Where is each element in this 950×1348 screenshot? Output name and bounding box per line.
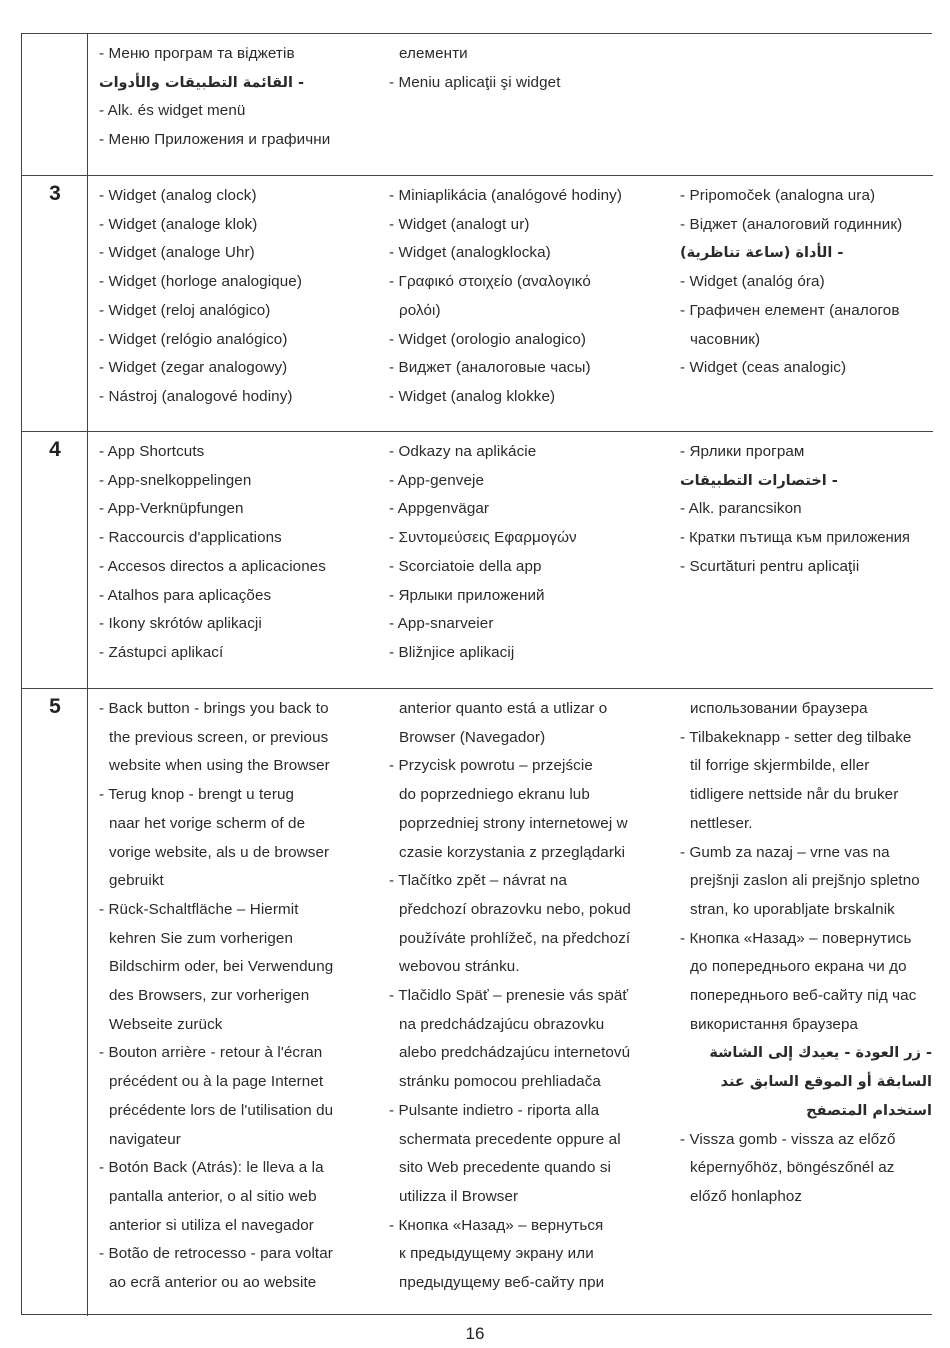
table-row [22, 689, 933, 1316]
list-item: stránku pomocou prehliadača [399, 1073, 601, 1091]
row-cell-col1 [99, 695, 371, 1298]
list-item: часовник) [690, 330, 761, 348]
row-cell-col1 [99, 182, 371, 412]
list-item: - Rück-Schaltfläche – Hiermit [99, 900, 299, 918]
list-item: - Widget (relógio analógico) [99, 330, 288, 348]
list-item: naar het vorige scherm of de [109, 814, 306, 832]
list-item: précédente lors de l'utilisation du [109, 1101, 334, 1119]
row-cell-col3 [680, 695, 932, 1212]
list-item: - App Shortcuts [99, 443, 205, 460]
list-item: السابقة أو الموقع السابق عند [720, 1074, 932, 1091]
list-item: - Botão de retrocesso - para voltar [99, 1245, 333, 1263]
list-item: ρολόι) [399, 301, 441, 319]
list-item: na predchádzajúcu obrazovku [399, 1015, 605, 1033]
list-item: utilizza il Browser [399, 1187, 519, 1205]
list-item: - Accesos directos a aplicaciones [99, 557, 327, 575]
list-item: - Appgenvägar [389, 500, 490, 518]
list-item: - Виджет (аналоговые часы) [389, 359, 591, 377]
list-item: предыдущему веб-сайту при [399, 1274, 605, 1292]
list-item: - Raccourcis d'applications [99, 529, 282, 547]
list-item: - Tlačítko zpět – návrat na [389, 872, 568, 890]
list-item: - Bouton arrière - retour à l'écran [99, 1044, 323, 1062]
list-item: - Графичен елемент (аналогов [680, 301, 900, 319]
row-cell-col1 [99, 40, 371, 155]
list-item: - App-snarveier [389, 615, 494, 633]
list-item: - Widget (analog klokke) [389, 387, 556, 405]
list-item: poprzedniej strony internetowej w [399, 814, 628, 832]
list-item: - Widget (analogklocka) [389, 244, 551, 262]
list-item: - Gumb za nazaj – vrne vas na [680, 843, 890, 861]
list-item: anterior si utiliza el navegador [109, 1216, 314, 1234]
list-item: - Widget (analoge Uhr) [99, 244, 255, 262]
row-number-cell [22, 689, 88, 1316]
list-item: использовании браузера [690, 700, 868, 717]
list-item: до попереднього екрана чи до [690, 958, 907, 976]
list-item: stran, ko uporabljate brskalnik [690, 900, 895, 918]
list-item: - زر العودة - يعيدك إلى الشاشة [709, 1045, 932, 1062]
list-item: des Browsers, zur vorherigen [109, 987, 310, 1005]
list-item: anterior quanto está a utlizar o [399, 700, 608, 717]
list-item: - Widget (analóg óra) [680, 273, 825, 291]
list-item: - Widget (analoge klok) [99, 215, 258, 233]
list-item: előző honlaphoz [690, 1187, 803, 1205]
row-cell-col3 [680, 182, 932, 383]
list-item: - Кратки пътища към приложения [680, 530, 911, 547]
list-item: - Meniu aplicaţii şi widget [389, 73, 561, 91]
list-item: - Συντομεύσεις Εφαρμογών [389, 529, 577, 547]
list-item: - Меню Приложения и графични [99, 131, 331, 149]
list-item: попереднього веб-сайту під час [690, 987, 917, 1005]
list-item: - Widget (ceas analogic) [680, 359, 847, 377]
list-item: précédent ou à la page Internet [109, 1073, 324, 1091]
row-number-cell [22, 176, 88, 431]
row-number: 4 [49, 438, 61, 461]
list-item: - App-Verknüpfungen [99, 500, 244, 518]
list-item: képernyőhöz, böngészőnél az [690, 1159, 895, 1177]
list-item: - Nástroj (analogové hodiny) [99, 387, 293, 405]
list-item: - Pripomoček (analogna ura) [680, 187, 876, 204]
list-item: - Back button - brings you back to [99, 700, 329, 717]
row-number-cell [22, 34, 88, 175]
row-number-cell [22, 432, 88, 688]
list-item: Bildschirm oder, bei Verwendung [109, 958, 334, 976]
list-item: - Miniaplikácia (analógové hodiny) [389, 187, 623, 204]
list-item: alebo predchádzajúcu internetovú [399, 1044, 631, 1062]
list-item: - Ikony skrótów aplikacji [99, 615, 262, 633]
row-number: 3 [49, 182, 61, 205]
list-item: til forrige skjermbilde, eller [690, 757, 870, 775]
list-item: prejšnji zaslon ali prejšnjo spletno [690, 872, 920, 890]
list-item: - الأداة (ساعة تناظرية) [680, 245, 844, 262]
list-item: - Tilbakeknapp - setter deg tilbake [680, 728, 912, 746]
row-cell-col1 [99, 438, 371, 668]
list-item: - Γραφικό στοιχείο (αναλογικό [389, 273, 591, 291]
row-cell-col2 [389, 438, 661, 668]
table-row [22, 34, 933, 176]
list-item: - Alk. parancsikon [680, 500, 802, 518]
list-item: استخدام المتصفح [806, 1102, 932, 1119]
list-item: - Odkazy na aplikácie [389, 443, 537, 460]
list-item: gebruikt [109, 872, 164, 890]
list-item: - القائمة التطبيقات والأدوات [99, 74, 305, 91]
list-item: - Bližnjice aplikacij [389, 643, 515, 661]
list-item: - App-snelkoppelingen [99, 471, 252, 489]
row-number: 5 [49, 695, 61, 718]
list-item: - Widget (reloj analógico) [99, 301, 271, 319]
list-item: - Ярлыки приложений [389, 586, 545, 604]
list-item: - Pulsante indietro - riporta alla [389, 1101, 600, 1119]
list-item: předchozí obrazovku nebo, pokud [399, 900, 631, 918]
list-item: - Atalhos para aplicações [99, 586, 272, 604]
list-item: the previous screen, or previous [109, 728, 329, 746]
list-item: používáte prohlížeč, na předchozí [399, 929, 631, 947]
list-item: - Scorciatoie della app [389, 557, 542, 575]
list-item: використання браузера [690, 1015, 859, 1033]
list-item: do poprzedniego ekranu lub [399, 786, 590, 804]
list-item: navigateur [109, 1130, 181, 1148]
list-item: webovou stránku. [399, 958, 520, 976]
list-item: - Vissza gomb - vissza az előző [680, 1130, 896, 1148]
list-item: - Widget (analog clock) [99, 187, 257, 204]
list-item: - Ярлики програм [680, 443, 805, 460]
list-item: sito Web precedente quando si [399, 1159, 612, 1177]
row-cell-col2 [389, 40, 661, 97]
list-item: - Przycisk powrotu – przejście [389, 757, 593, 775]
list-item: - Віджет (аналоговий годинник) [680, 215, 903, 233]
list-item: pantalla anterior, o al sitio web [109, 1187, 317, 1205]
table-row [22, 176, 933, 432]
row-cell-col2 [389, 182, 661, 412]
list-item: - Tlačidlo Späť – prenesie vás späť [389, 987, 629, 1005]
list-item: - اختصارات التطبيقات [680, 472, 838, 489]
list-item: schermata precedente oppure al [399, 1130, 621, 1148]
list-item: - Кнопка «Назад» – повернутись [680, 929, 912, 947]
list-item: website when using the Browser [109, 757, 330, 775]
list-item: Browser (Navegador) [399, 728, 546, 746]
list-item: vorige website, als u de browser [109, 843, 330, 861]
list-item: к предыдущему экрану или [399, 1245, 594, 1263]
list-item: czasie korzystania z przeglądarki [399, 843, 626, 861]
list-item: ao ecrã anterior ou ao website [109, 1274, 317, 1292]
list-item: - Кнопка «Назад» – вернуться [389, 1216, 604, 1234]
list-item: - Widget (zegar analogowy) [99, 359, 288, 377]
list-item: - Меню програм та віджетів [99, 45, 295, 62]
list-item: - Widget (analogt ur) [389, 215, 530, 233]
list-item: - App-genveje [389, 471, 485, 489]
list-item: - Botón Back (Atrás): le lleva a la [99, 1159, 324, 1177]
row-cell-col3 [680, 438, 932, 582]
list-item: елементи [399, 45, 468, 62]
list-item: - Widget (orologio analogico) [389, 330, 587, 348]
table-row [22, 432, 933, 689]
list-item: - Scurtături pentru aplicaţii [680, 557, 860, 575]
list-item: - Alk. és widget menü [99, 102, 246, 120]
page-number: 16 [465, 1324, 485, 1343]
list-item: Webseite zurück [109, 1015, 223, 1033]
list-item: tidligere nettside når du bruker [690, 786, 899, 804]
list-item: - Widget (horloge analogique) [99, 273, 302, 291]
list-item: - Terug knop - brengt u terug [99, 786, 295, 804]
list-item: nettleser. [690, 814, 753, 832]
list-item: kehren Sie zum vorherigen [109, 929, 294, 947]
manual-table [21, 33, 932, 1315]
row-cell-col2 [389, 695, 661, 1298]
list-item: - Zástupci aplikací [99, 643, 224, 661]
